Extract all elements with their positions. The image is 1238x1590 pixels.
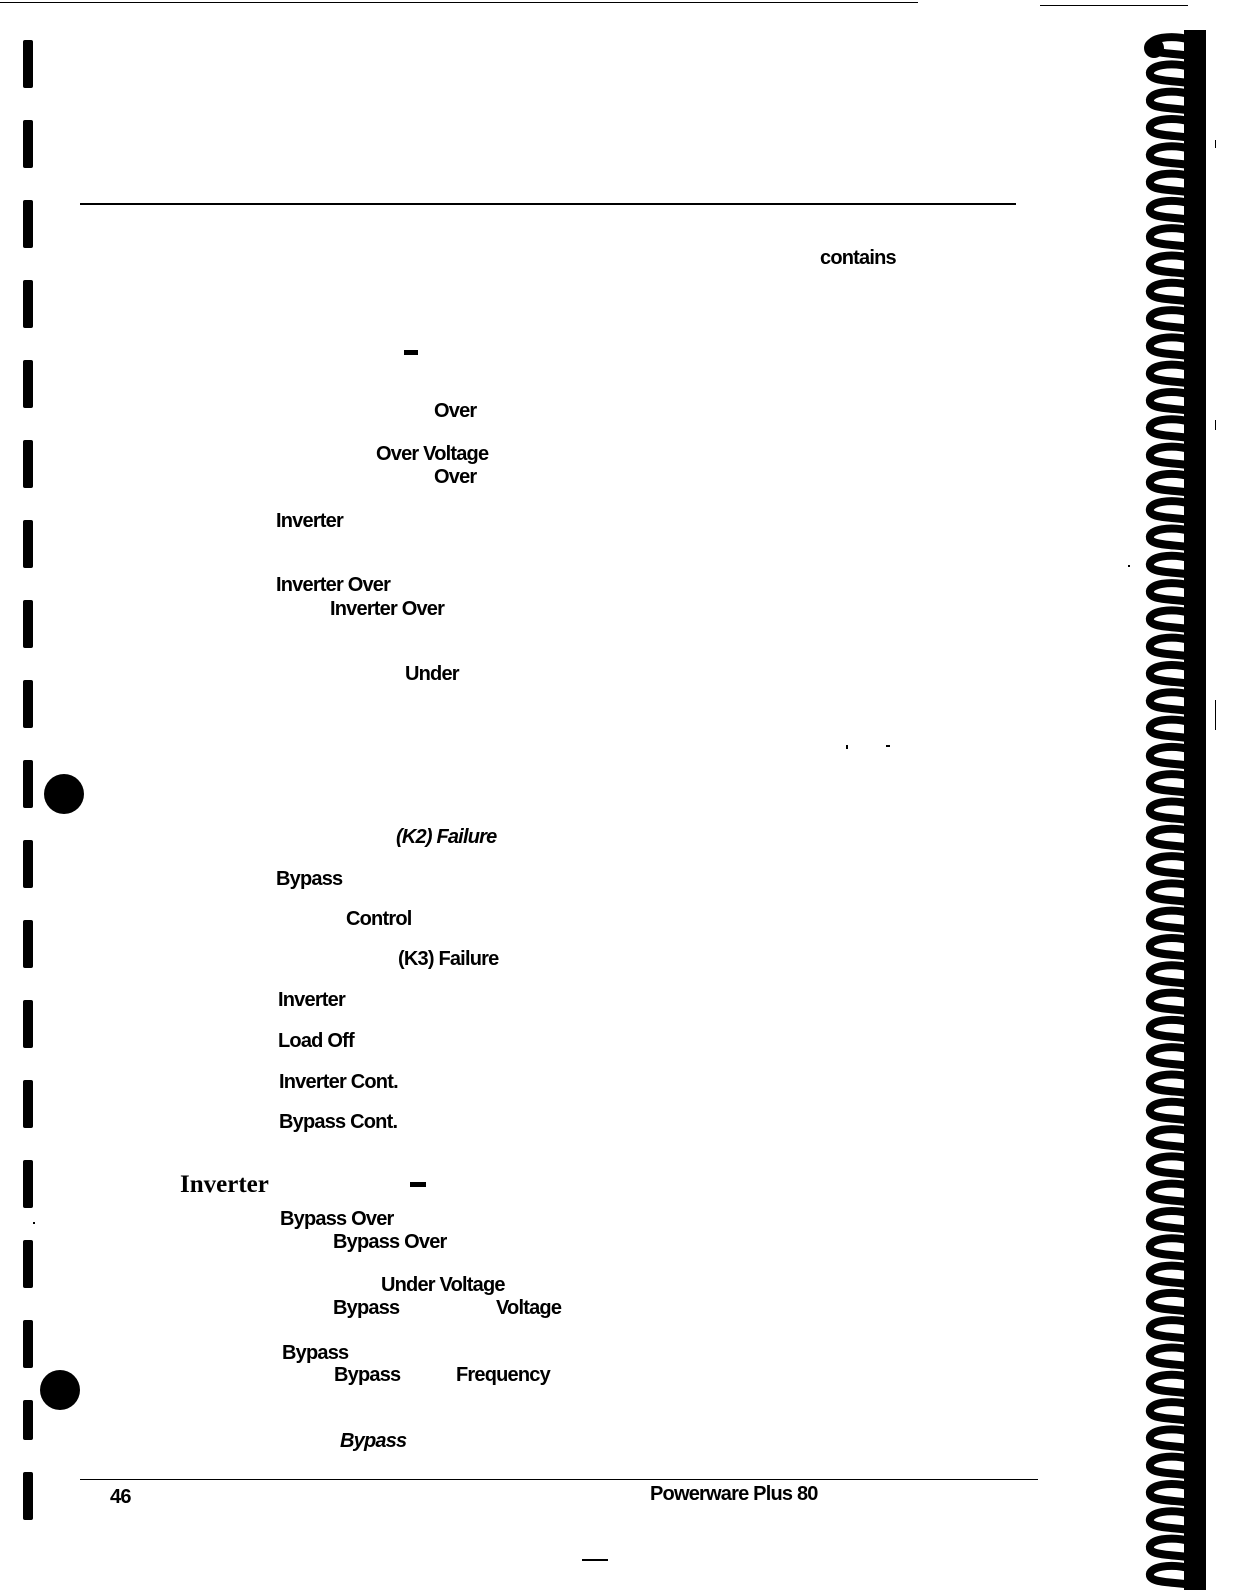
scan-speck xyxy=(846,745,848,749)
text-bypass: Bypass xyxy=(276,868,343,890)
section-rule xyxy=(80,203,1016,205)
punch-mark xyxy=(23,440,33,488)
binding-spine xyxy=(1184,30,1206,1590)
binding-top-dot xyxy=(1144,38,1164,58)
registration-dot-icon xyxy=(44,774,84,814)
text-k2-failure: (K2) Failure xyxy=(396,826,497,848)
scan-speck xyxy=(886,745,890,747)
text-inverter: Inverter xyxy=(276,510,343,532)
text-bypass-cont: Bypass Cont. xyxy=(279,1111,398,1133)
punch-mark xyxy=(23,1320,33,1368)
text-inverter-cont: Inverter Cont. xyxy=(279,1071,398,1093)
punch-mark xyxy=(23,360,33,408)
punch-mark xyxy=(23,840,33,888)
text-control: Control xyxy=(346,908,412,930)
em-dash xyxy=(410,1182,426,1187)
text-bypass-over: Bypass Over xyxy=(333,1231,447,1253)
text-frequency: Frequency xyxy=(456,1364,550,1386)
punch-mark xyxy=(23,1160,33,1208)
punch-mark xyxy=(23,200,33,248)
text-bypass: Bypass xyxy=(334,1364,401,1386)
punch-mark xyxy=(23,1472,33,1520)
text-load-off: Load Off xyxy=(278,1030,354,1052)
text-over: Over xyxy=(434,466,477,488)
scan-speck xyxy=(1215,700,1216,730)
punch-mark xyxy=(23,40,33,88)
text-inverter-over: Inverter Over xyxy=(330,598,445,620)
scan-speck xyxy=(1215,420,1216,430)
text-over-voltage: Over Voltage xyxy=(376,443,489,465)
text-bypass: Bypass xyxy=(333,1297,400,1319)
scan-speck xyxy=(1128,565,1130,567)
punch-mark xyxy=(23,520,33,568)
registration-dot-icon xyxy=(40,1370,80,1410)
punch-mark xyxy=(23,120,33,168)
punch-mark xyxy=(23,760,33,808)
punch-mark xyxy=(23,600,33,648)
em-dash xyxy=(404,350,418,355)
text-bypass: Bypass xyxy=(282,1342,349,1364)
text-contains: contains xyxy=(820,247,896,269)
bottom-mark xyxy=(582,1559,608,1561)
text-bypass-over: Bypass Over xyxy=(280,1208,394,1230)
text-under: Under xyxy=(405,663,459,685)
scan-speck xyxy=(1215,140,1216,148)
text-inverter-over: Inverter Over xyxy=(276,574,391,596)
punch-mark xyxy=(23,1240,33,1288)
text-k3-failure: (K3) Failure xyxy=(398,948,499,970)
section-heading: Inverter xyxy=(180,1171,269,1198)
punch-mark xyxy=(23,1400,33,1440)
punch-mark xyxy=(23,920,33,968)
text-voltage: Voltage xyxy=(496,1297,562,1319)
text-over: Over xyxy=(434,400,477,422)
text-bypass: Bypass xyxy=(340,1430,407,1452)
text-inverter: Inverter xyxy=(278,989,345,1011)
punch-mark xyxy=(23,280,33,328)
footer-rule xyxy=(80,1479,1038,1480)
top-right-rule xyxy=(1040,5,1188,6)
punch-mark xyxy=(23,680,33,728)
top-scan-rule xyxy=(0,2,918,3)
punch-mark xyxy=(23,1000,33,1048)
product-name: Powerware Plus 80 xyxy=(650,1483,818,1505)
page-number: 46 xyxy=(110,1486,131,1508)
scan-speck xyxy=(33,1222,35,1224)
punch-mark xyxy=(23,1080,33,1128)
text-under-voltage: Under Voltage xyxy=(381,1274,505,1296)
spiral-binding-icon xyxy=(1140,30,1210,1590)
